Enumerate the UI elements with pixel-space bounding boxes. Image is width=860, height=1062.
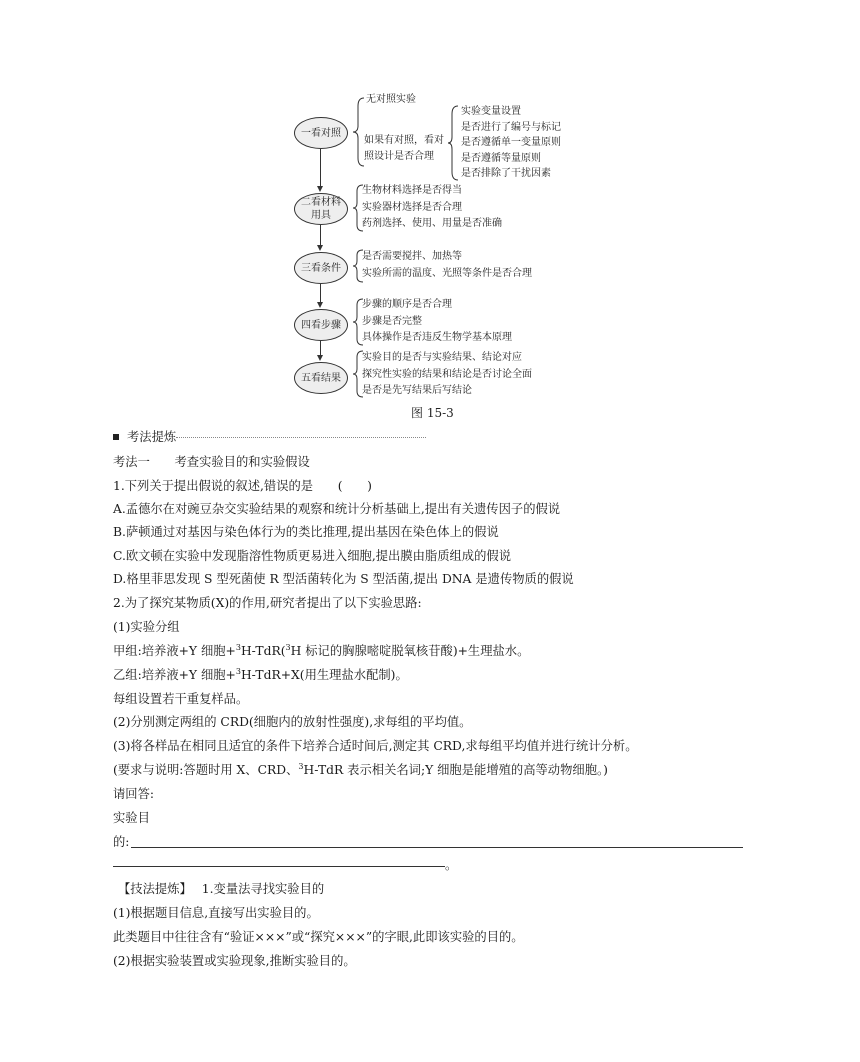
q1-option-c: C.欧文顿在实验中发现脂溶性物质更易进入细胞,提出膜由脂质组成的假说 bbox=[113, 549, 511, 563]
flowchart-diagram bbox=[0, 0, 860, 430]
arrow-4-5 bbox=[320, 341, 321, 356]
q2-purpose-label2: 的: bbox=[113, 835, 130, 849]
arrow-head-3 bbox=[317, 302, 323, 308]
section-header bbox=[113, 427, 426, 445]
q2-repeat: 每组设置若干重复样品。 bbox=[113, 692, 249, 706]
square-bullet-icon bbox=[113, 434, 119, 440]
section-title: 考法提炼 bbox=[127, 430, 177, 444]
jia-part-b: H-TdR( bbox=[240, 644, 286, 658]
arrow-2-3 bbox=[320, 225, 321, 246]
tip-title: 【技法提炼】 bbox=[118, 882, 192, 896]
node-5-label: 五看结果 bbox=[301, 372, 341, 384]
yi-part-b: H-TdR+X(用生理盐水配制)。 bbox=[240, 668, 408, 682]
node-5 bbox=[294, 362, 348, 394]
q2-stem: 2.为了探究某物质(X)的作用,研究者提出了以下实验思路: bbox=[113, 596, 422, 610]
q2-step2: (2)分别测定两组的 CRD(细胞内的放射性强度),求每组的平均值。 bbox=[113, 715, 472, 729]
arrow-1-2 bbox=[320, 149, 321, 187]
node-5-item-2: 探究性实验的结果和结论是否讨论全面 bbox=[362, 369, 532, 380]
method-title: 考法一 考查实验目的和实验假设 bbox=[113, 455, 310, 469]
node-2-item-1: 生物材料选择是否得当 bbox=[362, 185, 462, 196]
yi-part-a: 乙组:培养液+Y 细胞+ bbox=[113, 668, 236, 682]
note-sup: 3 bbox=[298, 762, 304, 771]
answer-end-mark: 。 bbox=[445, 858, 458, 872]
q2-purpose-label: 实验目 bbox=[113, 811, 150, 825]
yi-sup: 3 bbox=[235, 667, 241, 676]
q2-note bbox=[113, 760, 608, 778]
q1-option-d: D.格里菲思发现 S 型死菌使 R 型活菌转化为 S 型活菌,提出 DNA 是遗传物质的假说 bbox=[113, 572, 574, 586]
jia-part-c: H 标记的胸腺嘧啶脱氧核苷酸)+生理盐水。 bbox=[290, 644, 530, 658]
note-part-b: H-TdR 表示相关名词;Y 细胞是能增殖的高等动物细胞。) bbox=[303, 763, 608, 777]
tip-heading: 1.变量法寻找实验目的 bbox=[201, 882, 325, 896]
tip-p2: 此类题目中往往含有“验证×××”或“探究×××”的字眼,此即该实验的目的。 bbox=[113, 930, 524, 944]
node-1-sub-item-2: 是否进行了编号与标记 bbox=[461, 122, 561, 133]
node-2-item-3: 药剂选择、使用、用量是否准确 bbox=[362, 218, 502, 229]
node-3-item-2: 实验所需的温度、光照等条件是否合理 bbox=[362, 268, 532, 279]
node-1 bbox=[294, 117, 348, 149]
node-1-sub-item-3: 是否遵循单一变量原则 bbox=[461, 137, 561, 148]
node-3-item-1: 是否需要搅拌、加热等 bbox=[362, 251, 462, 262]
answer-line-2[interactable] bbox=[113, 866, 445, 867]
q2-step3: (3)将各样品在相同且适宜的条件下培养合适时间后,测定其 CRD,求每组平均值并进行统计分析。 bbox=[113, 739, 638, 753]
node-4 bbox=[294, 309, 348, 341]
dotted-leader bbox=[176, 437, 426, 438]
arrow-3-4 bbox=[320, 284, 321, 303]
note-part-a: (要求与说明:答题时用 X、CRD、 bbox=[113, 763, 299, 777]
q1-option-b: B.萨顿通过对基因与染色体行为的类比推理,提出基因在染色体上的假说 bbox=[113, 525, 499, 539]
node-4-item-1: 步骤的顺序是否合理 bbox=[362, 299, 452, 310]
q1-option-a: A.孟德尔在对豌豆杂交实验结果的观察和统计分析基础上,提出有关遗传因子的假说 bbox=[113, 502, 561, 516]
jia-part-a: 甲组:培养液+Y 细胞+ bbox=[113, 644, 236, 658]
q2-group-jia bbox=[113, 641, 529, 659]
jia-sup-1: 3 bbox=[235, 643, 241, 652]
node-2-label: 二看材料用具 bbox=[301, 197, 341, 221]
node-2-item-2: 实验器材选择是否合理 bbox=[362, 202, 462, 213]
arrow-head-4 bbox=[317, 355, 323, 361]
node-1-label: 一看对照 bbox=[301, 127, 341, 139]
node-2 bbox=[294, 193, 348, 225]
node-3-label: 三看条件 bbox=[301, 262, 341, 274]
tip-header bbox=[118, 879, 324, 897]
node-3 bbox=[294, 252, 348, 284]
q2-ask: 请回答: bbox=[113, 787, 155, 801]
node-5-item-1: 实验目的是否与实验结果、结论对应 bbox=[362, 352, 522, 363]
node-4-item-2: 步骤是否完整 bbox=[362, 316, 422, 327]
node-1-item-1: 无对照实验 bbox=[366, 94, 416, 105]
tip-p3: (2)根据实验装置或实验现象,推断实验目的。 bbox=[113, 954, 356, 968]
node-4-label: 四看步骤 bbox=[301, 319, 341, 331]
q2-step1: (1)实验分组 bbox=[113, 620, 180, 634]
node-1-sub-item-4: 是否遵循等量原则 bbox=[461, 153, 541, 164]
q1-stem: 1.下列关于提出假说的叙述,错误的是 ( ) bbox=[113, 479, 372, 493]
arrow-head-1 bbox=[317, 186, 323, 192]
figure-caption: 图 15-3 bbox=[411, 406, 454, 420]
tip-p1: (1)根据题目信息,直接写出实验目的。 bbox=[113, 906, 319, 920]
arrow-head-2 bbox=[317, 245, 323, 251]
node-4-item-3: 具体操作是否违反生物学基本原理 bbox=[362, 332, 512, 343]
node-1-sub-item-1: 实验变量设置 bbox=[461, 106, 521, 117]
jia-sup-2: 3 bbox=[285, 643, 291, 652]
node-5-item-3: 是否是先写结果后写结论 bbox=[362, 385, 472, 396]
node-1-sub-item-5: 是否排除了干扰因素 bbox=[461, 168, 551, 179]
q2-group-yi bbox=[113, 665, 408, 683]
node-1-sub-label: 如果有对照，看对照设计是否合理 bbox=[364, 135, 444, 162]
answer-line-1[interactable] bbox=[131, 847, 743, 848]
